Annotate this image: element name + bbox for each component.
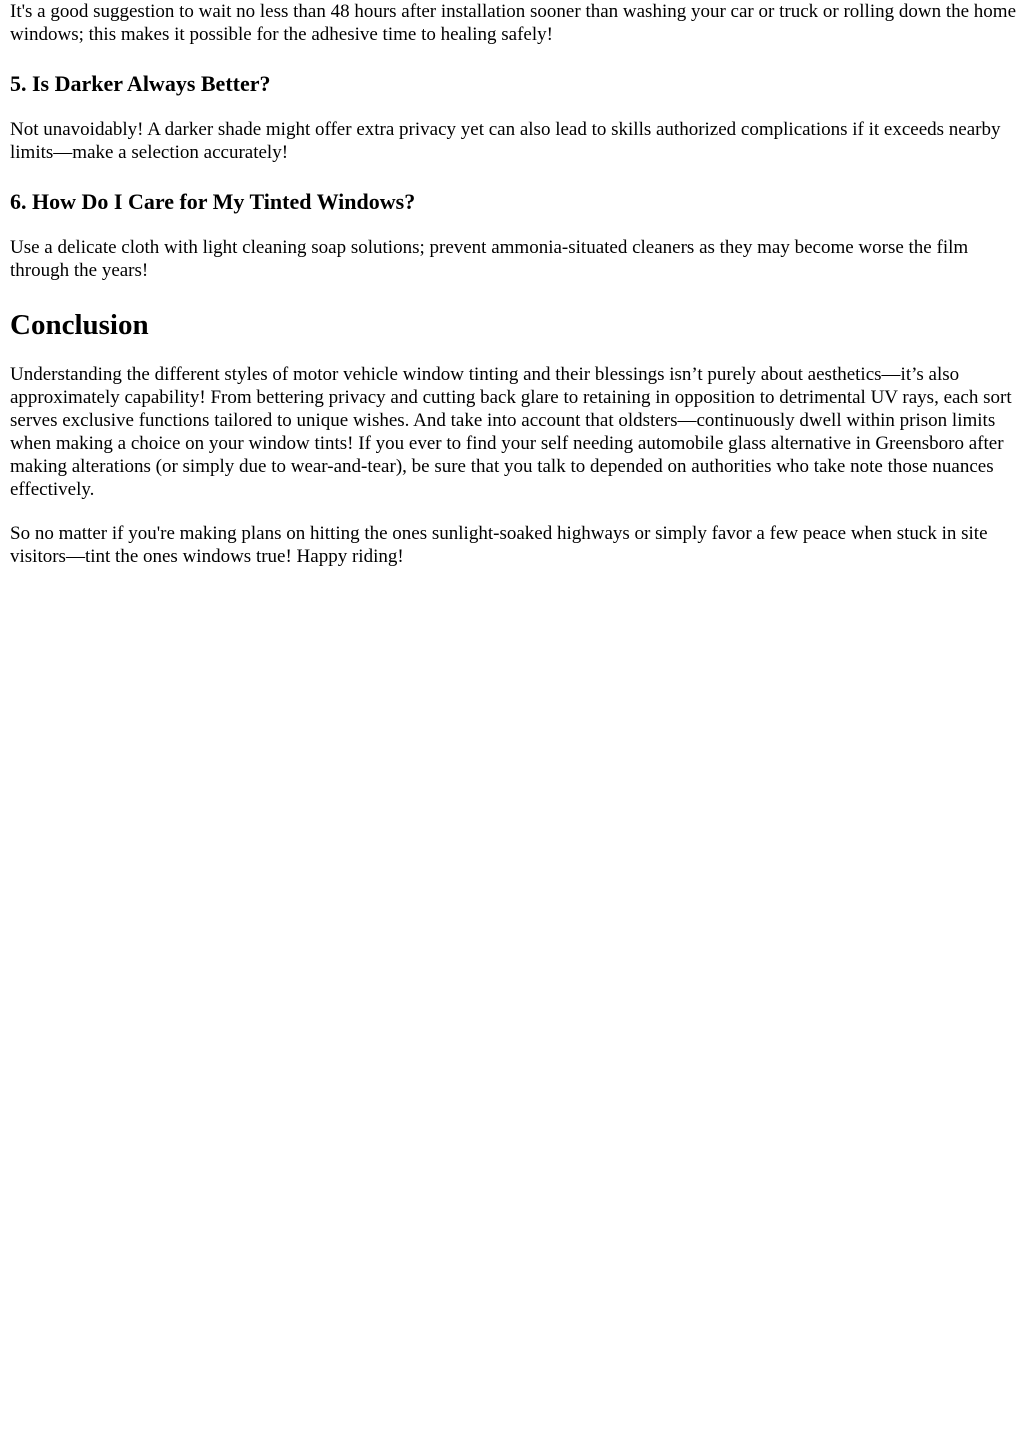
conclusion-heading: Conclusion (10, 309, 149, 341)
conclusion-paragraph: Understanding the different styles of motor vehicle window tinting and their blessings isn’t purely about aesthetics—it’s also approximately capability! From bettering privacy and cutting back glare to retaining in opposition to detrimental UV rays, each sort serves exclusive functions tailored to unique wishes. And take into account that oldsters—continuously dwell within prison limits when making a choice on your window tints! If you ever to find your self needing automobile glass alternative in Greensboro after making alterations (or simply due to wear-and-tear), be sure that you talk to depended on authorities who take note those nuances effectively. (10, 364, 1012, 500)
faq-question-5: 5. Is Darker Always Better? (10, 71, 271, 96)
intro-paragraph: It's a good suggestion to wait no less than 48 hours after installation sooner than washing your car or truck or rolling down the home windows; this makes it possible for the adhesive time to healing safely! (10, 1, 1017, 45)
closing-paragraph: So no matter if you're making plans on hitting the ones sunlight-soaked highways or simply favor a few peace when stuck in site visitors—tint the ones windows true! Happy riding! (10, 523, 988, 567)
article-body (10, 0, 1016, 568)
faq-question-6: 6. How Do I Care for My Tinted Windows? (10, 189, 416, 214)
faq-answer-6: Use a delicate cloth with light cleaning soap solutions; prevent ammonia-situated cleaners as they may become worse the film through the years! (10, 237, 969, 281)
faq-answer-5: Not unavoidably! A darker shade might offer extra privacy yet can also lead to skills authorized complications if it exceeds nearby limits—make a selection accurately! (10, 119, 1001, 163)
